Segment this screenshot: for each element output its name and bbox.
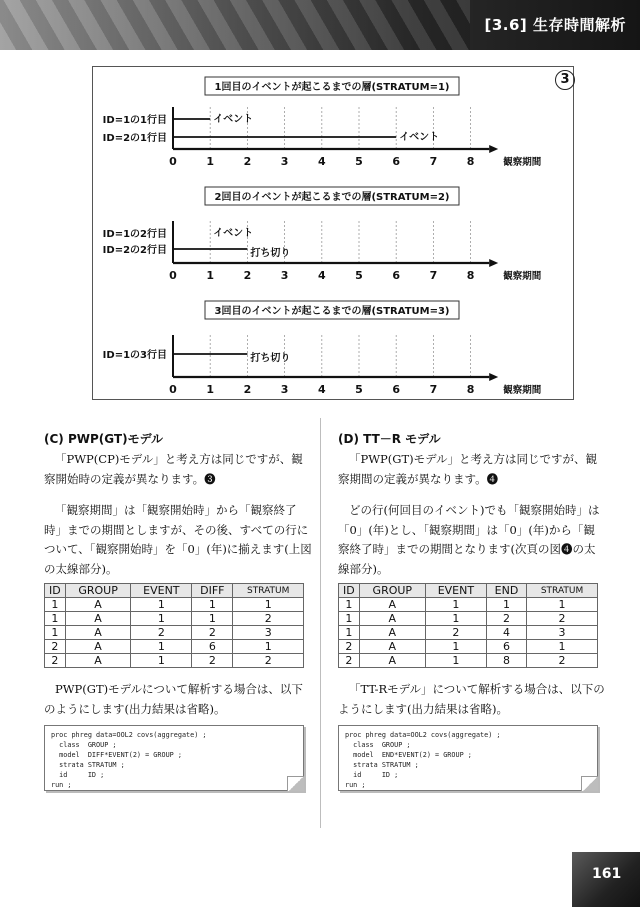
tick-label: 1 bbox=[206, 155, 215, 168]
axis-arrowhead bbox=[489, 259, 498, 267]
axis-label: 観察期間 bbox=[503, 385, 542, 396]
table-row bbox=[45, 612, 304, 626]
axis-arrowhead bbox=[489, 373, 498, 381]
table-cell: 2 bbox=[339, 640, 360, 654]
code-block-tt-r bbox=[338, 725, 598, 791]
table-cell: 6 bbox=[192, 640, 233, 654]
table-cell: 4 bbox=[486, 626, 526, 640]
page-curl-decoration bbox=[581, 776, 598, 791]
table-body bbox=[339, 598, 598, 668]
tick-label: 8 bbox=[466, 155, 475, 168]
observation-period-diagram bbox=[93, 67, 573, 399]
table-cell: 1 bbox=[425, 640, 486, 654]
table-cell: 1 bbox=[339, 612, 360, 626]
section-d-para-3: 「TT-Rモデル」について解析する場合は、以下のようにします(出力結果は省略)。 bbox=[338, 682, 605, 716]
table-row bbox=[339, 626, 598, 640]
col-header-event: EVENT bbox=[425, 584, 486, 598]
table-cell: 1 bbox=[45, 626, 66, 640]
figure-number-badge: 3 bbox=[555, 70, 575, 90]
header-pattern bbox=[0, 0, 470, 50]
table-cell: 3 bbox=[233, 626, 304, 640]
tick-label: 7 bbox=[429, 383, 438, 396]
col-header-stratum: STRATUM bbox=[233, 584, 304, 598]
table-cell: 1 bbox=[527, 598, 598, 612]
code-block-pwp-gt bbox=[44, 725, 304, 791]
table-cell: 1 bbox=[486, 598, 526, 612]
tick-label: 4 bbox=[317, 155, 326, 168]
col-header-id: ID bbox=[45, 584, 66, 598]
section-title: [3.6] 生存時間解析 bbox=[484, 16, 626, 34]
table-body bbox=[45, 598, 304, 668]
event-label: 打ち切り bbox=[250, 248, 291, 259]
tick-label: 7 bbox=[429, 269, 438, 282]
tick-label: 7 bbox=[429, 155, 438, 168]
tick-label: 3 bbox=[280, 155, 289, 168]
tick-label: 3 bbox=[280, 383, 289, 396]
tick-label: 0 bbox=[169, 269, 177, 282]
tick-label: 2 bbox=[243, 269, 252, 282]
table-cell: 2 bbox=[233, 612, 304, 626]
tick-label: 0 bbox=[169, 155, 177, 168]
tick-label: 2 bbox=[243, 383, 252, 396]
tick-label: 4 bbox=[317, 269, 326, 282]
page-curl-decoration bbox=[287, 776, 304, 791]
table-cell: A bbox=[65, 598, 131, 612]
table-cell: 2 bbox=[339, 654, 360, 668]
table-cell: 3 bbox=[527, 626, 598, 640]
table-cell: 1 bbox=[192, 598, 233, 612]
code-text: proc phreg data=OOL2 covs(aggregate) ; class GROUP ; model DIFF*EVENT(2) = GROUP ; strata STRATUM ; id ID ; run ; bbox=[51, 731, 207, 789]
col-header-group: GROUP bbox=[65, 584, 131, 598]
axis-label: 観察期間 bbox=[503, 271, 542, 282]
col-header-stratum: STRATUM bbox=[527, 584, 598, 598]
section-c-title: (C) PWP(GT)モデル bbox=[44, 432, 163, 446]
stratum-title: 3回目のイベントが起こるまでの層(STRATUM=3) bbox=[214, 306, 450, 317]
row-label: ID=1の1行目 bbox=[102, 115, 167, 126]
table-cell: 2 bbox=[527, 654, 598, 668]
event-label: イベント bbox=[399, 132, 440, 143]
tick-label: 5 bbox=[355, 269, 363, 282]
table-cell: 2 bbox=[192, 654, 233, 668]
pwp-gt-data-table bbox=[44, 583, 304, 668]
table-cell: A bbox=[65, 612, 131, 626]
column-divider bbox=[320, 418, 321, 828]
tick-label: 2 bbox=[243, 155, 252, 168]
col-header-diff: DIFF bbox=[192, 584, 233, 598]
table-cell: 2 bbox=[45, 640, 66, 654]
code-text: proc phreg data=OOL2 covs(aggregate) ; class GROUP ; model END*EVENT(2) = GROUP ; strata STRATUM ; id ID ; run ; bbox=[345, 731, 501, 789]
table-cell: 1 bbox=[192, 612, 233, 626]
table-cell: A bbox=[359, 612, 425, 626]
section-d-para-2: どの行(何回目のイベント)でも「観察開始時」は「0」(年)とし、「観察期間」は「0」(年)から「観察終了時」までの期間となります(次頁の図❹の太線部分)。 bbox=[338, 503, 600, 576]
table-cell: 1 bbox=[45, 612, 66, 626]
tt-r-data-table bbox=[338, 583, 598, 668]
table-row bbox=[45, 598, 304, 612]
tick-label: 8 bbox=[466, 269, 475, 282]
table-cell: 2 bbox=[425, 626, 486, 640]
table-cell: 1 bbox=[131, 640, 192, 654]
section-d-title: (D) TT－R モデル bbox=[338, 432, 441, 446]
tick-label: 6 bbox=[392, 383, 401, 396]
table-cell: 2 bbox=[527, 612, 598, 626]
table-cell: 1 bbox=[425, 612, 486, 626]
table-cell: A bbox=[359, 626, 425, 640]
left-column bbox=[44, 430, 312, 791]
table-header-row bbox=[45, 584, 304, 598]
table-cell: 1 bbox=[233, 598, 304, 612]
row-label: ID=1の3行目 bbox=[102, 350, 167, 361]
stratum-title: 1回目のイベントが起こるまでの層(STRATUM=1) bbox=[214, 82, 450, 93]
table-cell: 2 bbox=[486, 612, 526, 626]
tick-label: 4 bbox=[317, 383, 326, 396]
axis-label: 観察期間 bbox=[503, 157, 542, 168]
tick-label: 1 bbox=[206, 269, 215, 282]
table-cell: A bbox=[359, 654, 425, 668]
table-cell: 1 bbox=[131, 612, 192, 626]
tick-label: 8 bbox=[466, 383, 475, 396]
table-cell: 1 bbox=[425, 598, 486, 612]
table-cell: A bbox=[65, 654, 131, 668]
tick-label: 1 bbox=[206, 383, 215, 396]
table-row bbox=[45, 640, 304, 654]
table-cell: 2 bbox=[131, 626, 192, 640]
event-label: イベント bbox=[213, 228, 254, 239]
table-cell: 1 bbox=[131, 598, 192, 612]
table-cell: 1 bbox=[339, 626, 360, 640]
table-row bbox=[339, 612, 598, 626]
table-cell: 2 bbox=[45, 654, 66, 668]
row-label: ID=1の2行目 bbox=[102, 229, 167, 240]
table-cell: 2 bbox=[192, 626, 233, 640]
table-row bbox=[45, 654, 304, 668]
table-cell: 1 bbox=[527, 640, 598, 654]
table-row bbox=[339, 598, 598, 612]
tick-label: 0 bbox=[169, 383, 177, 396]
table-row bbox=[339, 640, 598, 654]
page-header bbox=[0, 0, 640, 50]
table-cell: 6 bbox=[486, 640, 526, 654]
col-header-end: END bbox=[486, 584, 526, 598]
table-cell: 1 bbox=[131, 654, 192, 668]
section-c-para-1: 「PWP(CP)モデル」と考え方は同じですが、観察開始時の定義が異なります。❸ bbox=[44, 452, 303, 486]
tick-label: 5 bbox=[355, 155, 363, 168]
table-cell: A bbox=[65, 640, 131, 654]
tick-label: 3 bbox=[280, 269, 289, 282]
stratum-title: 2回目のイベントが起こるまでの層(STRATUM=2) bbox=[214, 192, 450, 203]
event-label: 打ち切り bbox=[250, 353, 291, 364]
row-label: ID=2の1行目 bbox=[102, 133, 167, 144]
table-cell: 1 bbox=[233, 640, 304, 654]
section-d-para-1: 「PWP(GT)モデル」と考え方は同じですが、観察期間の定義が異なります。❹ bbox=[338, 452, 598, 486]
table-cell: 1 bbox=[425, 654, 486, 668]
col-header-event: EVENT bbox=[131, 584, 192, 598]
event-label: イベント bbox=[213, 114, 254, 125]
tick-label: 6 bbox=[392, 269, 401, 282]
table-cell: 1 bbox=[339, 598, 360, 612]
table-cell: 2 bbox=[233, 654, 304, 668]
row-label: ID=2の2行目 bbox=[102, 245, 167, 256]
col-header-group: GROUP bbox=[359, 584, 425, 598]
table-cell: A bbox=[65, 626, 131, 640]
page-number: 161 bbox=[592, 866, 622, 882]
axis-arrowhead bbox=[489, 145, 498, 153]
col-header-id: ID bbox=[339, 584, 360, 598]
table-cell: 8 bbox=[486, 654, 526, 668]
figure-3 bbox=[92, 66, 574, 400]
section-c-para-3: PWP(GT)モデルについて解析する場合は、以下のようにします(出力結果は省略)。 bbox=[44, 682, 303, 716]
table-header-row bbox=[339, 584, 598, 598]
table-cell: A bbox=[359, 598, 425, 612]
section-c-para-2: 「観察期間」は「観察開始時」から「観察終了時」までの期間としますが、その後、すべての行について、「観察開始時」を「0」(年)に揃えます(上図の太線部分)。 bbox=[44, 503, 312, 576]
table-row bbox=[45, 626, 304, 640]
table-cell: 1 bbox=[45, 598, 66, 612]
table-cell: A bbox=[359, 640, 425, 654]
tick-label: 6 bbox=[392, 155, 401, 168]
right-column bbox=[338, 430, 606, 791]
table-row bbox=[339, 654, 598, 668]
tick-label: 5 bbox=[355, 383, 363, 396]
